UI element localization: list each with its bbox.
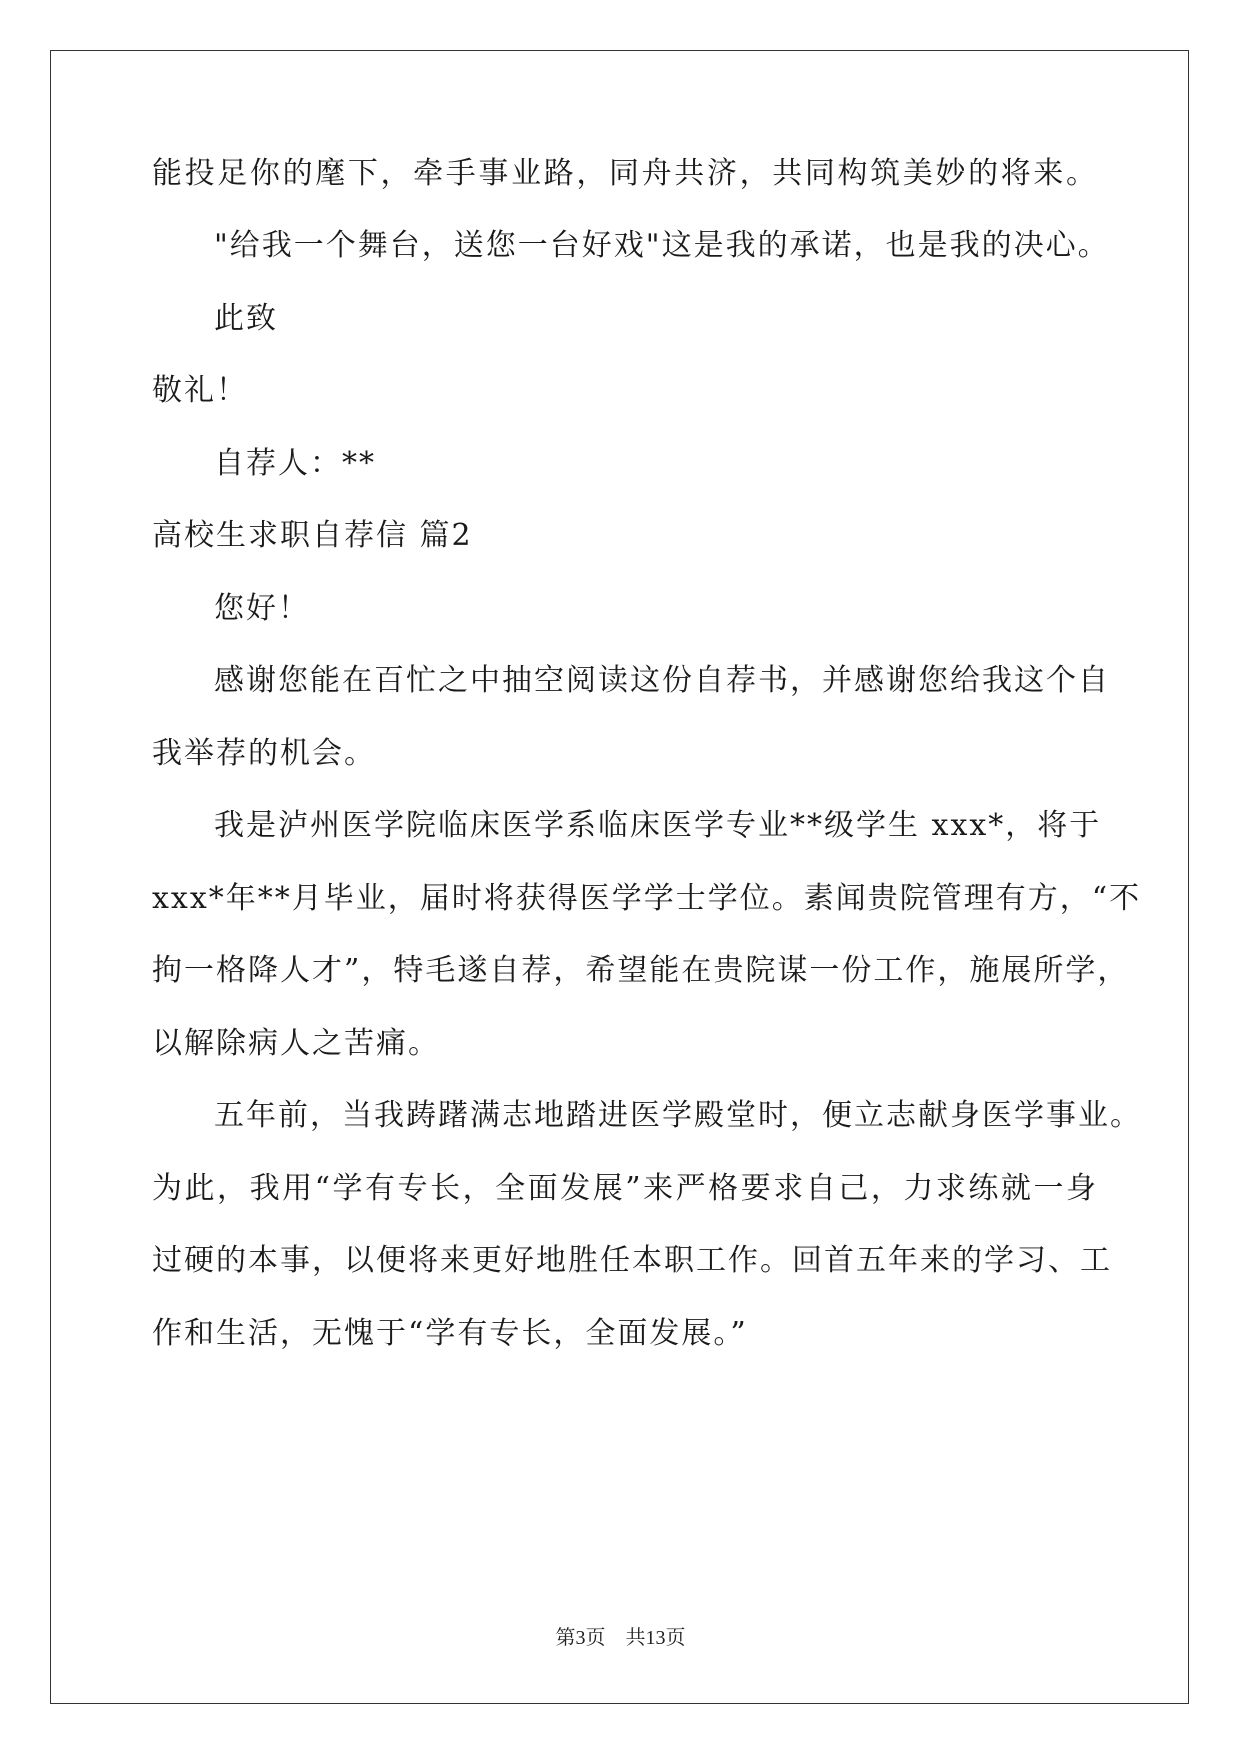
paragraph-line: 作和生活，无愧于“学有专长，全面发展。” xyxy=(152,1316,748,1351)
section-heading: 高校生求职自荐信 篇2 xyxy=(152,518,473,553)
closing-regards: 敬礼！ xyxy=(152,373,248,408)
paragraph-line: 以解除病人之苦痛。 xyxy=(152,1026,440,1061)
paragraph-line: 五年前，当我踌躇满志地踏进医学殿堂时，便立志献身医学事业。 xyxy=(214,1098,1142,1133)
page-number-footer: 第3页 共13页 xyxy=(555,1627,686,1649)
closing-salutation: 此致 xyxy=(214,301,278,336)
paragraph-line: 能投足你的麾下，牵手事业路，同舟共济，共同构筑美妙的将来。 xyxy=(152,156,1098,191)
paragraph-line: 我是泸州医学院临床医学系临床医学专业**级学生 xxx*，将于 xyxy=(214,808,1102,843)
greeting: 您好！ xyxy=(214,591,310,626)
page-border xyxy=(50,50,1189,1704)
paragraph-line: 拘一格降人才”，特毛遂自荐，希望能在贵院谋一份工作，施展所学， xyxy=(152,953,1130,988)
signature-line: 自荐人：** xyxy=(214,446,376,481)
paragraph-line: 我举荐的机会。 xyxy=(152,736,376,771)
paragraph-line: 感谢您能在百忙之中抽空阅读这份自荐书，并感谢您给我这个自 xyxy=(214,663,1110,698)
paragraph-line: 为此，我用“学有专长，全面发展”来严格要求自己，力求练就一身 xyxy=(152,1171,1098,1206)
paragraph-line: "给我一个舞台，送您一台好戏"这是我的承诺，也是我的决心。 xyxy=(214,228,1110,263)
paragraph-line: xxx*年**月毕业，届时将获得医学学士学位。素闻贵院管理有方，“不 xyxy=(152,881,1142,916)
paragraph-line: 过硬的本事，以便将来更好地胜任本职工作。回首五年来的学习、工 xyxy=(152,1243,1112,1278)
